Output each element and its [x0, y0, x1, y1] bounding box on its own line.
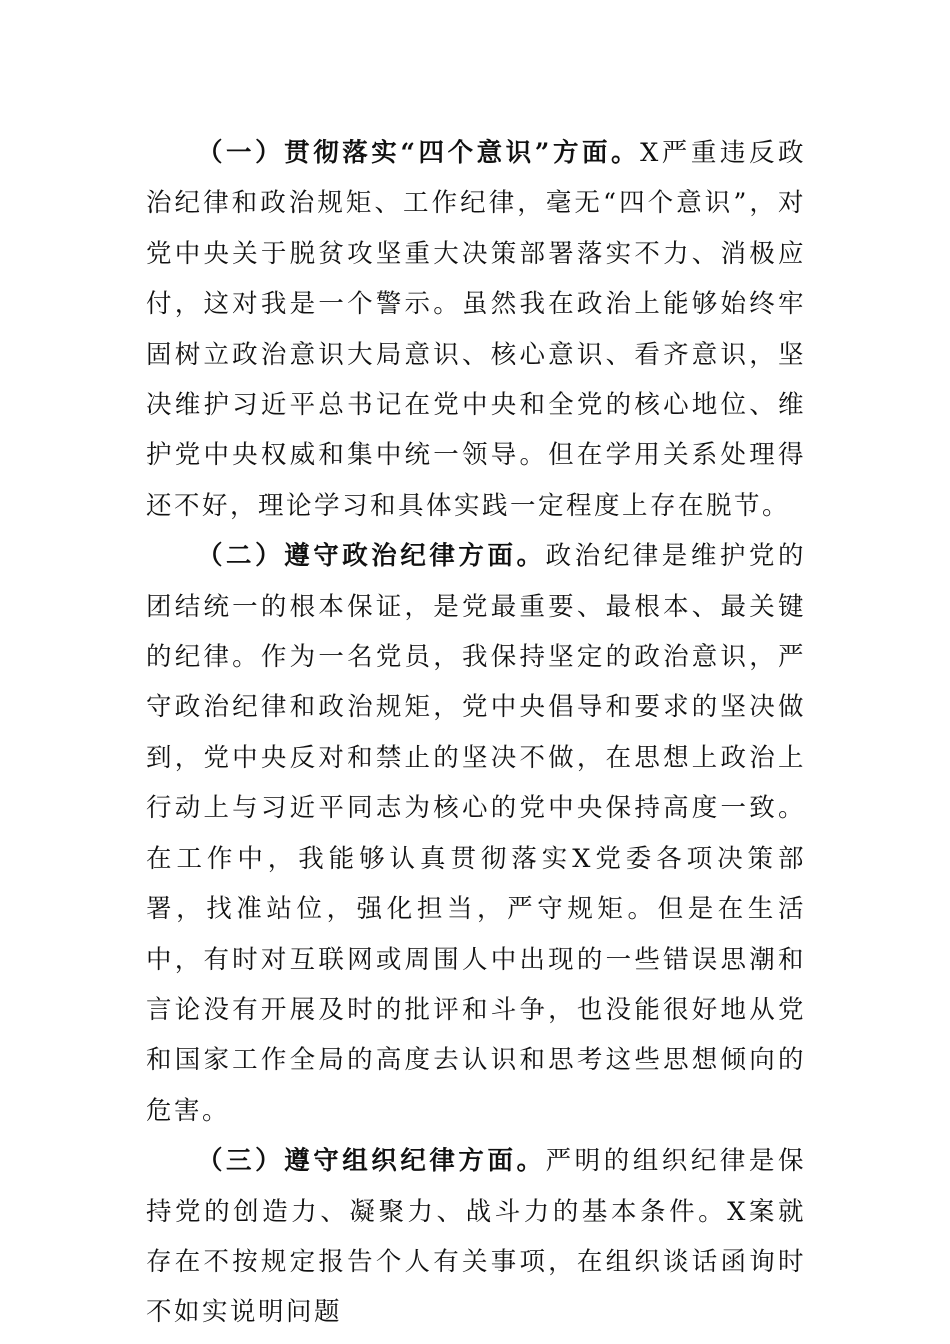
paragraph-3-heading: （三）遵守组织纪律方面。	[197, 1146, 546, 1177]
paragraph-1-heading: （一）贯彻落实“四个意识”方面。	[197, 138, 641, 168]
paragraph-2-text: 政治纪律是维护党的团结统一的根本保证，是党最重要、最根本、最关键的纪律。作为一名党员，我保持坚定的政治意识，严守政治纪律和政治规矩，党中央倡导和要求的坚决做到，党中央反对和禁止的坚决不做，在思想上政治上行动上与习近平同志为核心的党中央保持高度一致。在工作中，我能够认真贯彻落实X党委各项决策部署，找准站位，强化担当，严守规矩。但是在生活中，有时对互联网或周围人中出现的一些错误思潮和言论没有开展及时的批评和斗争，也没能很好地从党和国家工作全局的高度去认识和思考这些思想倾向的危害。	[146, 541, 806, 1126]
paragraph-1	[146, 128, 806, 531]
document-body	[146, 128, 806, 1338]
paragraph-3-text: 严明的组织纪律是保持党的创造力、凝聚力、战斗力的基本条件。X案就存在不按规定报告个人有关事项，在组织谈话函询时不如实说明问题	[146, 1146, 806, 1328]
paragraph-2-heading: （二）遵守政治纪律方面。	[197, 541, 546, 572]
paragraph-3	[146, 1136, 806, 1338]
paragraph-2	[146, 531, 806, 1136]
paragraph-1-text: X严重违反政治纪律和政治规矩、工作纪律，毫无“四个意识”，对党中央关于脱贫攻坚重大决策部署落实不力、消极应付，这对我是一个警示。虽然我在政治上能够始终牢固树立政治意识大局意识、核心意识、看齐意识，坚决维护习近平总书记在党中央和全党的核心地位、维护党中央权威和集中统一领导。但在学用关系处理得还不好，理论学习和具体实践一定程度上存在脱节。	[146, 138, 807, 521]
